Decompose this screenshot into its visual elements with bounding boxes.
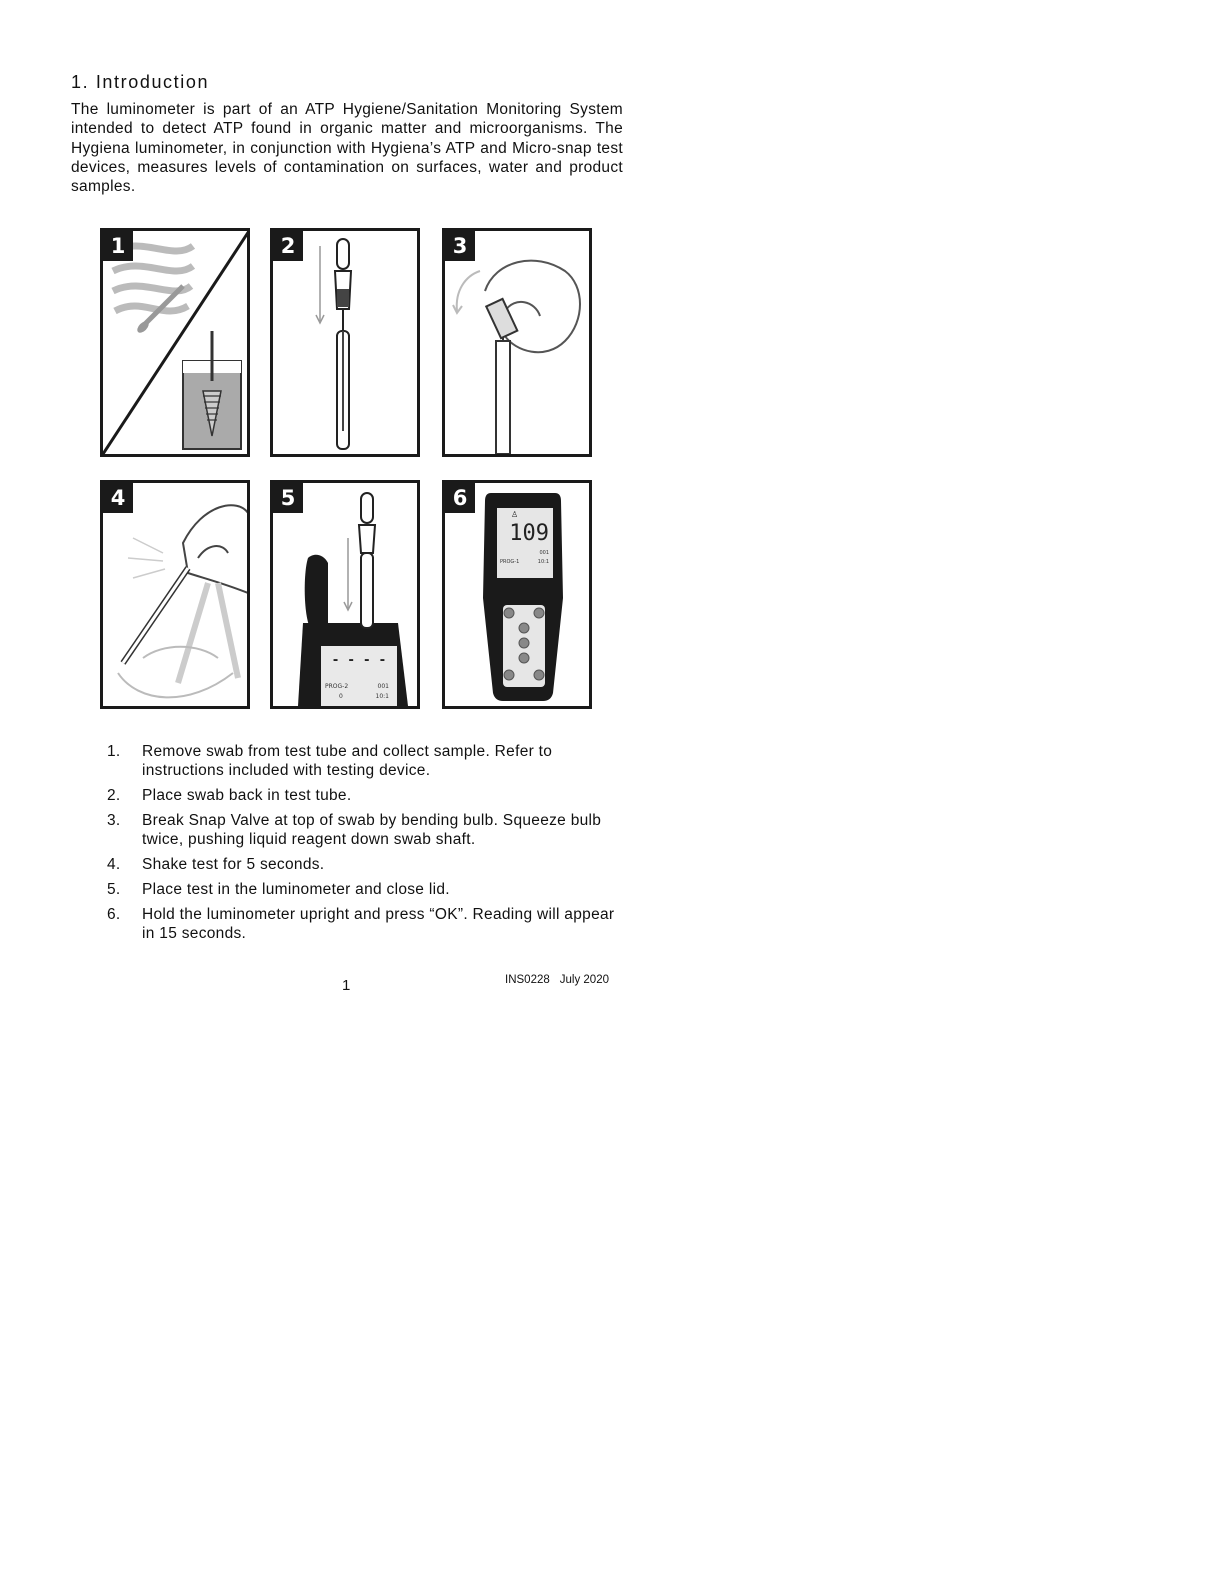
list-item <box>107 811 627 849</box>
screen-prog: PROG-2 <box>325 683 349 690</box>
list-item <box>107 786 627 805</box>
list-item <box>107 855 627 874</box>
panel-number: 3 <box>445 231 475 261</box>
down-button-icon <box>519 653 529 663</box>
panel-number: 2 <box>273 231 303 261</box>
swab-in-tube-illustration <box>273 231 417 454</box>
panel-number: 4 <box>103 483 133 513</box>
step-number: 1. <box>107 743 121 760</box>
step-text: Remove swab from test tube and collect sample. Refer to instructions included with testing device. <box>142 743 553 779</box>
step-number: 5. <box>107 881 121 898</box>
screen-time: 10:1 <box>537 559 549 565</box>
panel-1 <box>100 228 250 457</box>
power-button-icon <box>504 670 514 680</box>
insert-test-illustration <box>273 483 417 706</box>
swab-surface-illustration <box>103 231 247 454</box>
step-number: 3. <box>107 812 121 829</box>
steps-list <box>107 742 627 949</box>
screen-dashes: - - - - <box>331 653 387 668</box>
panel-4 <box>100 480 250 709</box>
list-item <box>107 880 627 899</box>
step-text: Hold the luminometer upright and press “OK”. Reading will appear in 15 seconds. <box>142 906 615 942</box>
up-button-icon <box>519 623 529 633</box>
panel-5 <box>270 480 420 709</box>
snap-valve-illustration <box>445 231 589 454</box>
screen-count: 001 <box>377 683 389 690</box>
panel-6 <box>442 480 592 709</box>
panel-number: 6 <box>445 483 475 513</box>
document-code <box>505 974 619 986</box>
step-number: 4. <box>107 856 121 873</box>
panel-2 <box>270 228 420 457</box>
screen-count: 001 <box>539 550 549 556</box>
step-number: 6. <box>107 906 121 923</box>
step-text: Break Snap Valve at top of swab by bending bulb. Squeeze bulb twice, pushing liquid reagent down swab shaft. <box>142 812 602 848</box>
right-button-icon <box>534 608 544 618</box>
section-heading: 1. Introduction <box>71 72 210 92</box>
screen-reading: 109 <box>509 521 549 546</box>
left-button-icon <box>504 608 514 618</box>
step-text: Place swab back in test tube. <box>142 787 352 804</box>
screen-left: 0 <box>339 693 343 700</box>
panel-number: 1 <box>103 231 133 261</box>
shake-test-illustration <box>103 483 247 706</box>
page-number: 1 <box>342 977 351 994</box>
screen-time: 10:1 <box>375 693 389 700</box>
menu-button-icon <box>534 670 544 680</box>
list-item <box>107 742 627 780</box>
luminometer-reading-illustration <box>445 483 589 706</box>
doc-code: INS0228 <box>505 974 550 986</box>
step-text: Place test in the luminometer and close lid. <box>142 881 450 898</box>
user-icon: ♙ <box>511 510 519 519</box>
intro-paragraph: The luminometer is part of an ATP Hygiene/Sanitation Monitoring System intended to detect ATP found in organic matter and microorganisms. The Hygiena luminometer, in conjunction with Hygiena’s ATP and Micro-snap test devices, measures levels of contamination on surfaces, water and product samples. <box>71 101 623 196</box>
doc-date: July 2020 <box>559 974 609 986</box>
panel-3 <box>442 228 592 457</box>
panel-number: 5 <box>273 483 303 513</box>
step-text: Shake test for 5 seconds. <box>142 856 325 873</box>
procedure-figure <box>95 222 597 714</box>
list-item <box>107 905 627 943</box>
ok-button-icon <box>519 638 529 648</box>
step-number: 2. <box>107 787 121 804</box>
screen-prog: PROG-1 <box>500 559 520 565</box>
